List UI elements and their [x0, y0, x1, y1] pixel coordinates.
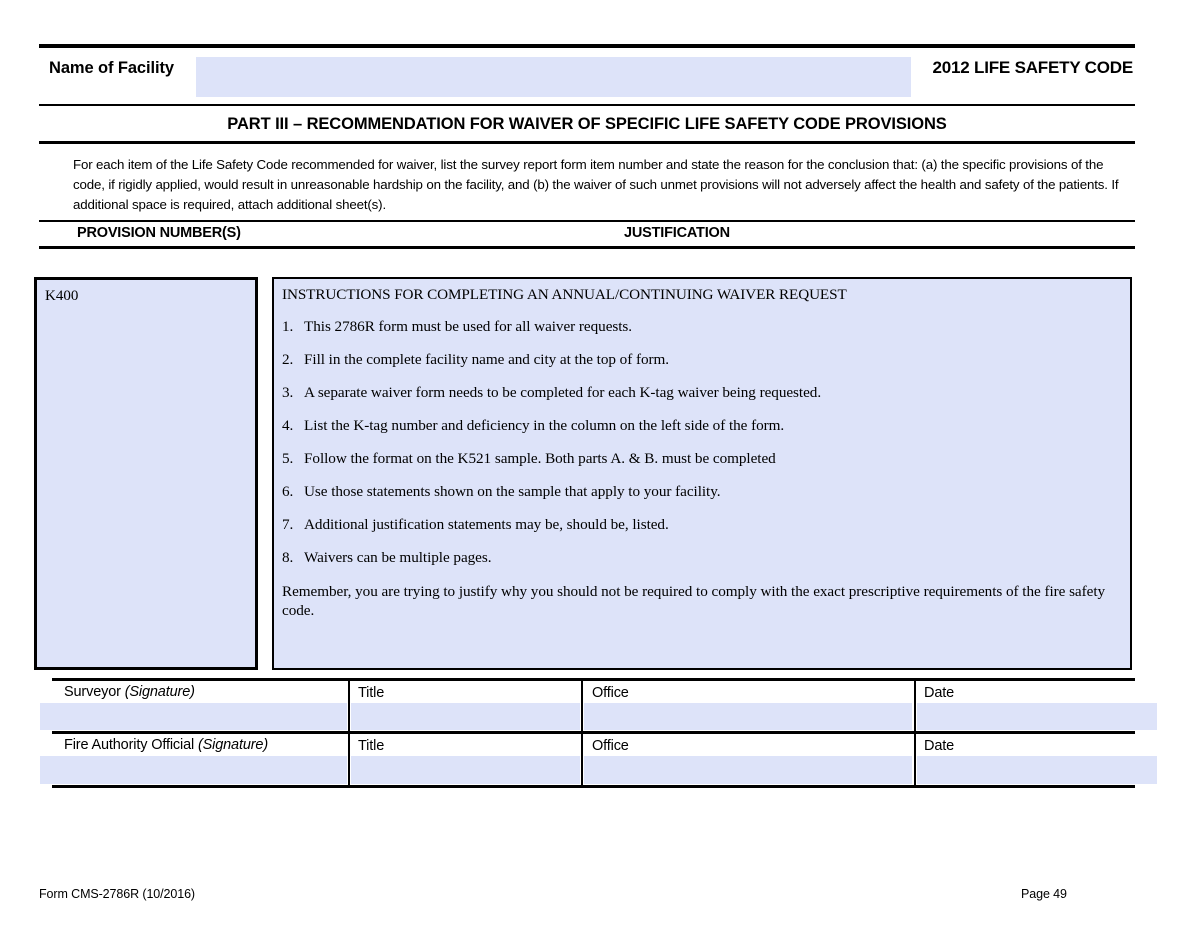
instruction-item	[282, 351, 1120, 368]
intro-divider	[39, 220, 1135, 222]
fire-authority-office-input[interactable]	[584, 756, 912, 784]
surveyor-title-input[interactable]	[351, 703, 580, 730]
surveyor-label-italic: (Signature)	[124, 684, 195, 700]
column-header-provision: PROVISION NUMBER(S)	[77, 225, 241, 241]
instruction-number: 3.	[282, 384, 294, 401]
surveyor-signature-input[interactable]	[40, 703, 347, 730]
justification-input[interactable]	[272, 277, 1132, 670]
instruction-text: Waivers can be multiple pages.	[304, 549, 492, 566]
instruction-number: 1.	[282, 318, 294, 335]
surveyor-date-input[interactable]	[917, 703, 1157, 730]
form-number-footer: Form CMS-2786R (10/2016)	[39, 887, 195, 901]
signature-col-divider	[914, 734, 916, 785]
fire-authority-label-italic: (Signature)	[197, 737, 269, 753]
title-divider	[39, 141, 1135, 144]
instruction-text: A separate waiver form needs to be completed for each K-tag waiver being requested.	[304, 384, 822, 401]
fire-authority-date-input[interactable]	[917, 756, 1157, 784]
instruction-text: Fill in the complete facility name and city at the top of form.	[304, 351, 670, 368]
instruction-text: Additional justification statements may be, should be, listed.	[304, 516, 669, 533]
fire-authority-date-label: Date	[924, 738, 955, 754]
signature-col-divider	[348, 681, 350, 731]
instruction-text: List the K-tag number and deficiency in the column on the left side of the form.	[304, 417, 785, 434]
page-title: PART III – RECOMMENDATION FOR WAIVER OF SPECIFIC LIFE SAFETY CODE PROVISIONS	[227, 115, 947, 133]
instruction-item	[282, 450, 1120, 467]
fire-authority-title-label: Title	[358, 738, 385, 754]
instruction-item	[282, 516, 1120, 533]
instruction-item	[282, 318, 1120, 335]
header-divider	[39, 104, 1135, 106]
instruction-number: 8.	[282, 549, 294, 566]
surveyor-date-label: Date	[924, 685, 955, 701]
signature-col-divider	[914, 681, 916, 731]
fire-authority-signature-input[interactable]	[40, 756, 347, 784]
instruction-number: 6.	[282, 483, 294, 500]
surveyor-office-label: Office	[592, 685, 629, 701]
instructions-paragraph: For each item of the Life Safety Code recommended for waiver, list the survey report form item number and state the reason for the conclusion that: (a) the specific provisions of the code, if rigidly applied, would result in unreasonable hardship on the facility, and (b) the waiver of such unmet provisions will not adversely affect the health and safety of the patients. If additional space is required, attach additional sheet(s).	[73, 157, 1119, 212]
surveyor-signature-label	[64, 684, 195, 700]
instruction-item	[282, 417, 1120, 434]
justification-content	[274, 279, 1130, 620]
fire-authority-office-label: Office	[592, 738, 629, 754]
life-safety-code-label: 2012 LIFE SAFETY CODE	[932, 58, 1133, 77]
fire-authority-signature-label	[64, 737, 268, 753]
signature-table-top-border	[52, 678, 1135, 681]
instruction-number: 7.	[282, 516, 294, 533]
instruction-text: Follow the format on the K521 sample. Both parts A. & B. must be completed	[304, 450, 776, 467]
provision-number-input[interactable]	[34, 277, 258, 670]
signature-col-divider	[348, 734, 350, 785]
top-divider	[39, 44, 1135, 48]
signature-table-bottom-border	[52, 785, 1135, 788]
instruction-number: 4.	[282, 417, 294, 434]
instruction-item	[282, 549, 1120, 566]
signature-table-middle-border	[52, 731, 1135, 734]
instruction-item	[282, 483, 1120, 500]
surveyor-title-label: Title	[358, 685, 385, 701]
column-header-divider	[39, 246, 1135, 249]
instruction-text: This 2786R form must be used for all waiver requests.	[304, 318, 633, 335]
instruction-item	[282, 384, 1120, 401]
column-header-row	[39, 224, 1135, 246]
surveyor-label-text: Surveyor	[64, 684, 125, 700]
facility-label: Name of Facility	[49, 59, 174, 77]
signature-table	[52, 678, 1135, 788]
facility-header-row	[39, 52, 1135, 100]
justification-remember-note: Remember, you are trying to justify why you should not be required to comply with the exact prescriptive requirements of the fire safety code.	[282, 583, 1106, 619]
instruction-text: Use those statements shown on the sample that apply to your facility.	[304, 483, 721, 500]
justification-heading: INSTRUCTIONS FOR COMPLETING AN ANNUAL/CONTINUING WAIVER REQUEST	[282, 286, 847, 303]
column-header-justification: JUSTIFICATION	[624, 225, 730, 241]
instruction-number: 2.	[282, 351, 294, 368]
fire-authority-title-input[interactable]	[351, 756, 580, 784]
instruction-number: 5.	[282, 450, 294, 467]
signature-col-divider	[581, 734, 583, 785]
signature-col-divider	[581, 681, 583, 731]
page-number-footer: Page 49	[1021, 887, 1067, 901]
fire-authority-label-text: Fire Authority Official	[64, 737, 198, 753]
facility-name-input[interactable]	[196, 57, 911, 97]
surveyor-office-input[interactable]	[584, 703, 912, 730]
